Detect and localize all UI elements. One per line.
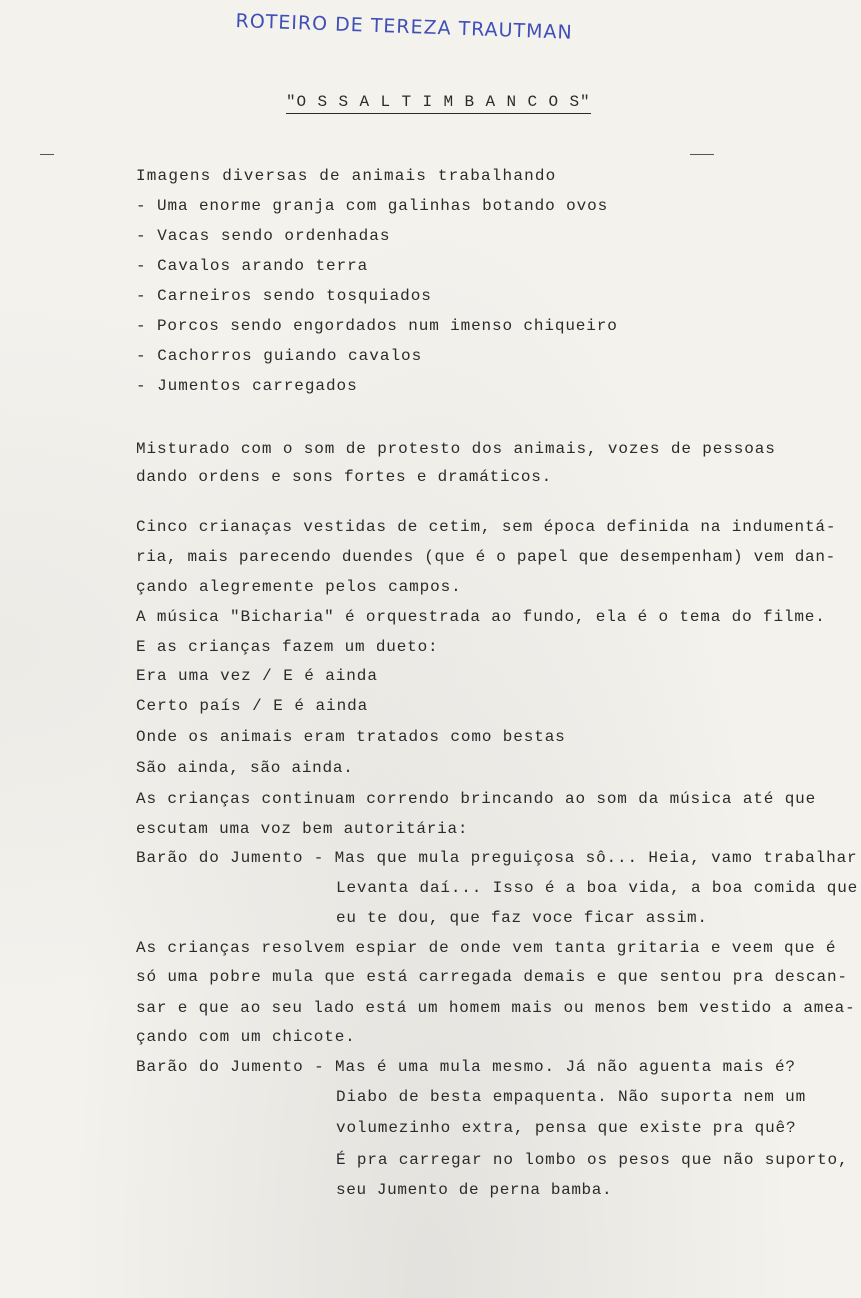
text-line: Levanta daí... Isso é a boa vida, a boa comida que: [336, 879, 858, 897]
text-line: çando alegremente pelos campos.: [136, 578, 462, 596]
text-line: São ainda, são ainda.: [136, 759, 354, 777]
text-line: Imagens diversas de animais trabalhando: [136, 167, 556, 185]
handwritten-annotation: ROTEIRO DE TEREZA TRAUTMAN: [235, 10, 574, 44]
text-line: As crianças continuam correndo brincando ao som da música até que: [136, 790, 816, 808]
text-line: eu te dou, que faz voce ficar assim.: [336, 909, 708, 927]
text-line: Barão do Jumento - Mas que mula preguiçosa sô... Heia, vamo trabalhar: [136, 849, 858, 867]
text-line: - Cachorros guiando cavalos: [136, 347, 422, 365]
text-line: Diabo de besta empaquenta. Não suporta nem um: [336, 1088, 806, 1106]
margin-mark-right: [690, 154, 714, 155]
margin-mark-left: [40, 154, 54, 155]
text-line: ria, mais parecendo duendes (que é o papel que desempenham) vem dan-: [136, 548, 836, 566]
text-line: çando com um chicote.: [136, 1028, 356, 1046]
text-line: Era uma vez / E é ainda: [136, 667, 378, 685]
document-title: "O S S A L T I M B A N C O S": [286, 93, 591, 114]
text-line: dando ordens e sons fortes e dramáticos.: [136, 468, 552, 486]
text-line: seu Jumento de perna bamba.: [336, 1181, 612, 1199]
text-line: - Carneiros sendo tosquiados: [136, 287, 432, 305]
text-line: Onde os animais eram tratados como bestas: [136, 728, 566, 746]
text-line: Barão do Jumento - Mas é uma mula mesmo. Já não aguenta mais é?: [136, 1058, 796, 1076]
text-line: Certo país / E é ainda: [136, 697, 368, 715]
text-line: A música "Bicharia" é orquestrada ao fundo, ela é o tema do filme.: [136, 608, 826, 626]
text-line: - Porcos sendo engordados num imenso chiqueiro: [136, 317, 618, 335]
text-line: - Vacas sendo ordenhadas: [136, 227, 390, 245]
text-line: É pra carregar no lombo os pesos que não suporto,: [336, 1151, 848, 1169]
text-line: escutam uma voz bem autoritária:: [136, 820, 468, 838]
text-line: As crianças resolvem espiar de onde vem tanta gritaria e veem que é: [136, 939, 836, 957]
text-line: - Uma enorme granja com galinhas botando ovos: [136, 197, 608, 215]
text-line: - Cavalos arando terra: [136, 257, 368, 275]
text-line: E as crianças fazem um dueto:: [136, 638, 438, 656]
text-line: Cinco crianaças vestidas de cetim, sem época definida na indumentá-: [136, 518, 836, 536]
text-line: volumezinho extra, pensa que existe pra quê?: [336, 1119, 796, 1137]
text-line: sar e que ao seu lado está um homem mais ou menos bem vestido a amea-: [136, 999, 856, 1017]
text-line: Misturado com o som de protesto dos animais, vozes de pessoas: [136, 440, 776, 458]
text-line: só uma pobre mula que está carregada demais e que sentou pra descan-: [136, 968, 848, 986]
text-line: - Jumentos carregados: [136, 377, 358, 395]
